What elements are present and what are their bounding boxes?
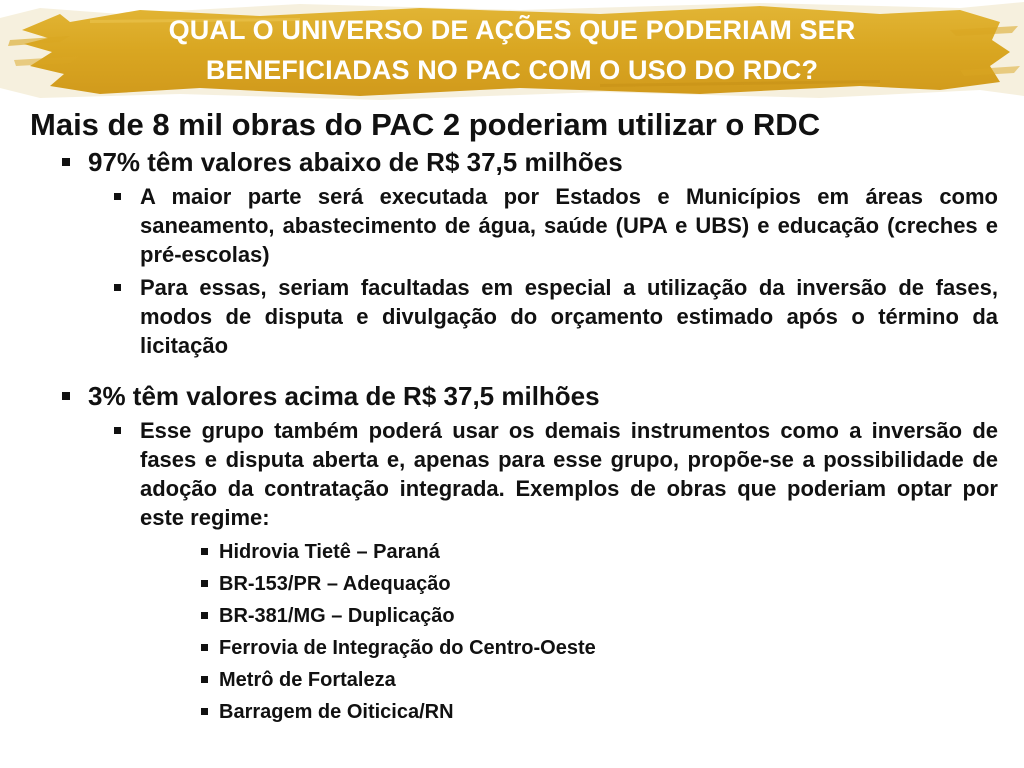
example-item bbox=[28, 632, 998, 664]
example-item bbox=[28, 664, 998, 696]
example-item-text: BR-381/MG – Duplicação bbox=[219, 605, 455, 627]
example-item bbox=[28, 600, 998, 632]
group-label: 97% têm valores abaixo de R$ 37,5 milhões bbox=[88, 147, 623, 177]
bullet-group-above-threshold bbox=[28, 380, 998, 412]
list-item-text: Para essas, seriam facultadas em especial a utilização da inversão de fases, modos de disputa e divulgação do orçamento estimado após o término da licitação bbox=[140, 275, 998, 358]
list-item bbox=[28, 416, 998, 532]
example-item-text: BR-153/PR – Adequação bbox=[219, 573, 451, 595]
square-bullet-icon bbox=[201, 612, 208, 619]
example-item-text: Barragem de Oiticica/RN bbox=[219, 701, 454, 723]
group-label: 3% têm valores acima de R$ 37,5 milhões bbox=[88, 381, 600, 411]
square-bullet-icon bbox=[201, 580, 208, 587]
square-bullet-icon bbox=[62, 158, 70, 166]
list-item-text: Esse grupo também poderá usar os demais instrumentos como a inversão de fases e disputa aberta e, apenas para esse grupo, propõe-se a possibilidade de adoção da contratação integrada. Exemplos de obras que poderiam optar por este regime: bbox=[140, 418, 998, 530]
list-item-text: A maior parte será executada por Estados e Municípios em áreas como saneamento, abastecimento de água, saúde (UPA e UBS) e educação (creches e pré-escolas) bbox=[140, 184, 998, 267]
title-banner bbox=[0, 0, 1024, 104]
slide-title-line-1: QUAL O UNIVERSO DE AÇÕES QUE PODERIAM SER bbox=[168, 15, 856, 45]
list-item bbox=[28, 182, 998, 269]
slide-content bbox=[28, 104, 998, 728]
square-bullet-icon bbox=[201, 644, 208, 651]
example-item-text: Ferrovia de Integração do Centro-Oeste bbox=[219, 637, 596, 659]
example-item bbox=[28, 568, 998, 600]
slide-title-line-2: BENEFICIADAS NO PAC COM O USO DO RDC? bbox=[205, 55, 819, 85]
bullet-group-below-threshold bbox=[28, 146, 998, 178]
square-bullet-icon bbox=[114, 284, 121, 291]
square-bullet-icon bbox=[114, 193, 121, 200]
square-bullet-icon bbox=[201, 676, 208, 683]
square-bullet-icon bbox=[201, 548, 208, 555]
example-item-text: Metrô de Fortaleza bbox=[219, 669, 396, 691]
list-item bbox=[28, 273, 998, 360]
square-bullet-icon bbox=[201, 708, 208, 715]
slide-heading: Mais de 8 mil obras do PAC 2 poderiam utilizar o RDC bbox=[30, 107, 821, 142]
slide-title bbox=[40, 10, 984, 90]
square-bullet-icon bbox=[62, 392, 70, 400]
example-item bbox=[28, 696, 998, 728]
example-item bbox=[28, 536, 998, 568]
square-bullet-icon bbox=[114, 427, 121, 434]
example-item-text: Hidrovia Tietê – Paraná bbox=[219, 541, 440, 563]
